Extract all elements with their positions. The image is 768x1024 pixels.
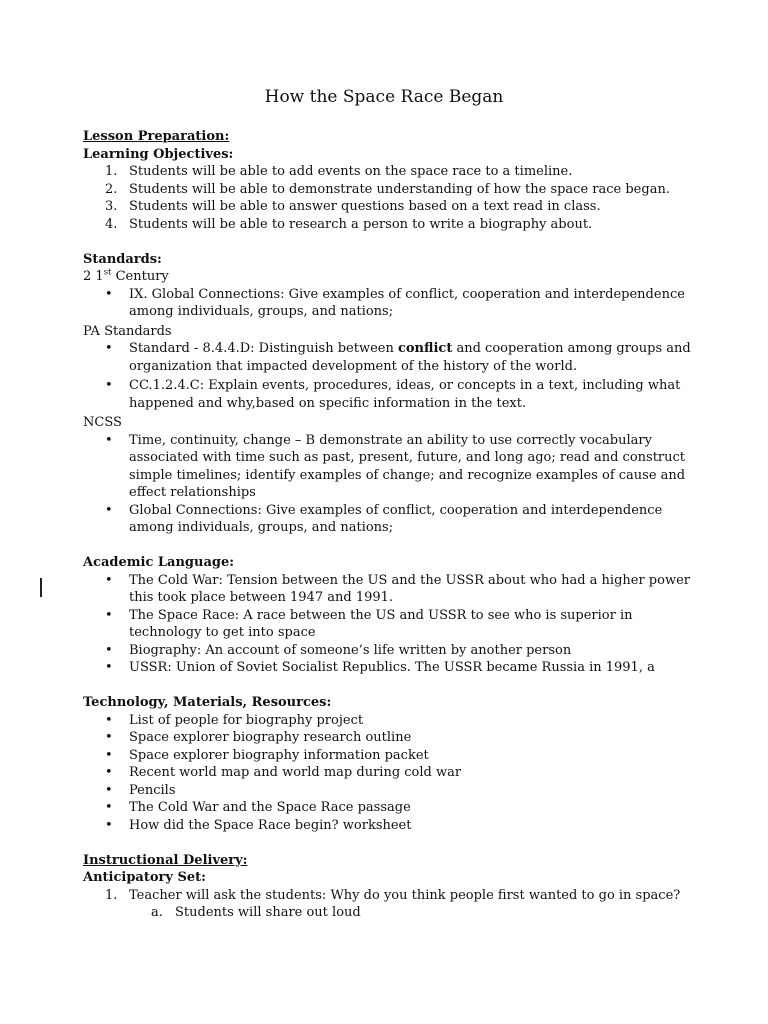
- instructional-delivery-heading: Instructional Delivery:: [83, 852, 248, 868]
- list-item: • The Cold War: Tension between the US and the USSR about who had a higher power this took place between 1947 and 1991.: [105, 572, 690, 605]
- list-item: 4. Students will be able to research a person to write a biography about.: [105, 216, 593, 232]
- list-item: • Time, continuity, change – B demonstrate an ability to use correctly vocabulary associated with time such as past, present, future, and long ago; read and construct simple timelines; identify examples of change; and recognize examples of cause and effect relationships: [105, 432, 686, 500]
- list-item: • USSR: Union of Soviet Socialist Republics. The USSR became Russia in 1991, a: [105, 660, 655, 675]
- list-item: • Space explorer biography information packet: [105, 747, 429, 763]
- list-item: • Pencils: [105, 782, 176, 798]
- list-item: 1. Teacher will ask the students: Why do you think people first wanted to go in space?: [105, 887, 681, 903]
- century-standards-list: [83, 286, 693, 321]
- list-item: • IX. Global Connections: Give examples of conflict, cooperation and interdependence among individuals, groups, and nations;: [105, 286, 685, 319]
- list-item: • Biography: An account of someone’s life written by another person: [105, 642, 572, 658]
- list-item: • How did the Space Race begin? worksheet: [105, 817, 412, 833]
- resources-heading: Technology, Materials, Resources:: [83, 695, 332, 710]
- ncss-label: NCSS: [83, 415, 122, 430]
- learning-objectives-list: [83, 163, 693, 233]
- anticipatory-substeps-list: [83, 904, 693, 922]
- list-item: 1. Students will be able to add events on the space race to a timeline.: [105, 164, 573, 179]
- text-cursor: [40, 578, 42, 597]
- list-item: • Space explorer biography research outline: [105, 730, 412, 745]
- list-item: 2. Students will be able to demonstrate understanding of how the space race began.: [105, 181, 670, 197]
- document-body: [83, 128, 693, 922]
- list-item: • Global Connections: Give examples of conflict, cooperation and interdependence among individuals, groups, and nations;: [105, 502, 663, 535]
- standards-heading: Standards:: [83, 251, 162, 267]
- list-item: • Standard - 8.4.4.D: Distinguish between conflict and cooperation among groups and organization that impacted development of the history of the world.: [105, 341, 691, 374]
- anticipatory-set-heading: Anticipatory Set:: [83, 870, 206, 885]
- academic-language-heading: Academic Language:: [83, 555, 235, 570]
- list-item: 3. Students will be able to answer questions based on a text read in class.: [105, 199, 601, 214]
- anticipatory-set-list: [83, 887, 693, 905]
- list-item: • CC.1.2.4.C: Explain events, procedures, ideas, or concepts in a text, including what happened and why,based on specific information in the text.: [105, 378, 681, 411]
- list-item: • List of people for biography project: [105, 712, 364, 728]
- list-item: • Recent world map and world map during cold war: [105, 765, 462, 780]
- list-item: • The Cold War and the Space Race passage: [105, 800, 411, 815]
- list-item: a. Students will share out loud: [151, 905, 361, 920]
- academic-language-list: [83, 572, 693, 677]
- resources-list: [83, 712, 693, 835]
- pa-standards-list: [83, 340, 693, 412]
- pa-standards-label: PA Standards: [83, 323, 172, 339]
- document-title: How the Space Race Began: [264, 87, 504, 107]
- lesson-preparation-heading: Lesson Preparation:: [83, 129, 230, 144]
- ncss-list: [83, 432, 693, 537]
- learning-objectives-heading: Learning Objectives:: [83, 146, 234, 162]
- century-standards-label: 2 1st Century: [83, 267, 169, 284]
- list-item: • The Space Race: A race between the US and USSR to see who is superior in technology to get into space: [105, 607, 633, 640]
